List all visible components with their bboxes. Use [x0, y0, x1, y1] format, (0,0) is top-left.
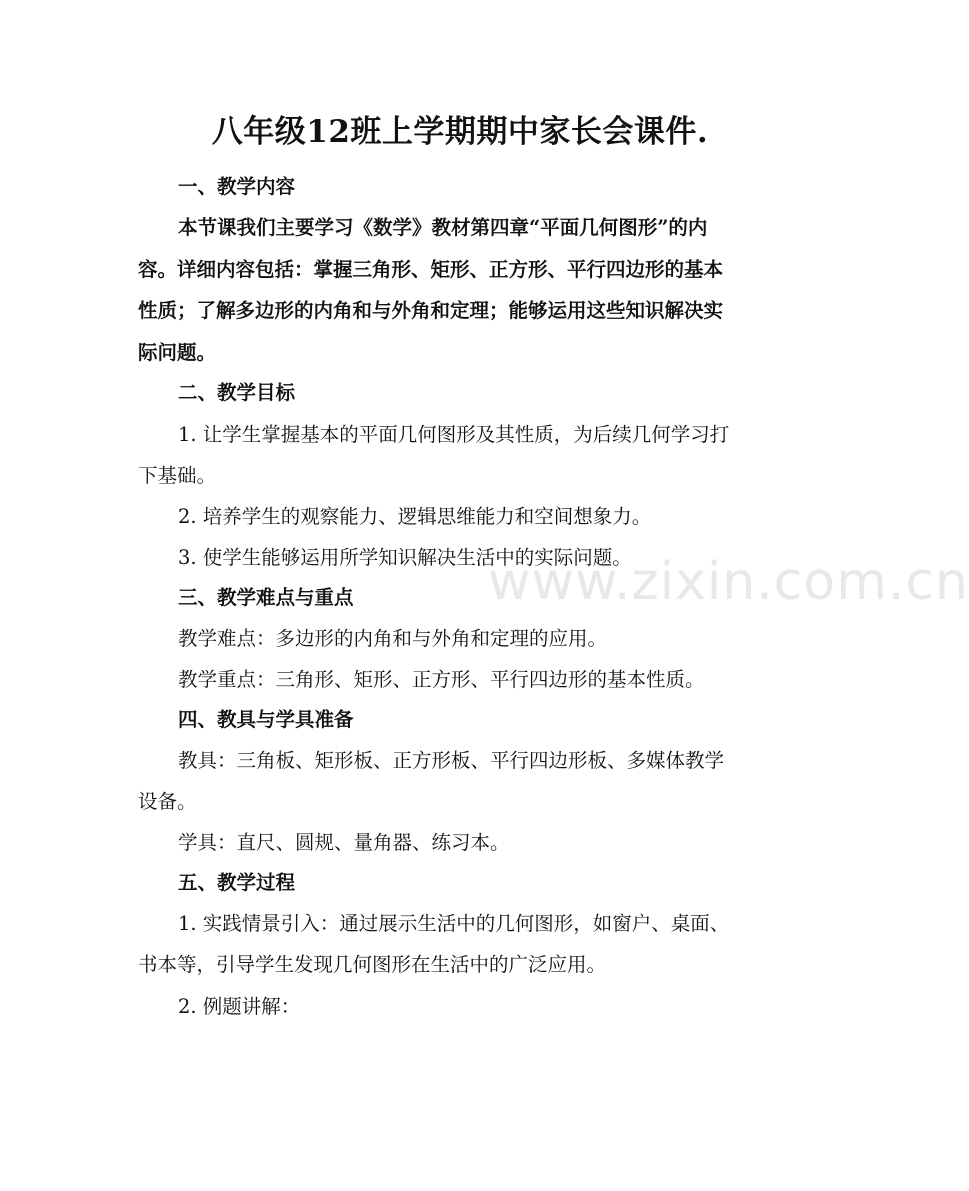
section-heading-process: 五、教学过程 [178, 871, 296, 894]
list-item-continuation: 书本等，引导学生发现几何图形在生活中的广泛应用。 [138, 953, 607, 976]
section-heading-tools: 四、教具与学具准备 [178, 708, 354, 731]
list-item: 2. 培养学生的观察能力、逻辑思维能力和空间想象力。 [178, 505, 652, 528]
teaching-tools-continuation: 设备。 [138, 790, 197, 813]
teaching-tools-text: 教具：三角板、矩形板、正方形板、平行四边形板、多媒体教学 [178, 749, 725, 772]
paragraph-line: 容。详细内容包括：掌握三角形、矩形、正方形、平行四边形的基本 [138, 258, 724, 281]
list-item: 1. 实践情景引入：通过展示生活中的几何图形，如窗户、桌面、 [178, 912, 730, 935]
paragraph-line: 性质；了解多边形的内角和与外角和定理；能够运用这些知识解决实 [138, 299, 724, 322]
watermark: www.zixin.com.cn [488, 552, 969, 612]
list-item: 2. 例题讲解： [178, 995, 301, 1018]
document-title: 八年级12班上学期期中家长会课件. [211, 114, 709, 150]
key-point-text: 教学重点：三角形、矩形、正方形、平行四边形的基本性质。 [178, 668, 705, 691]
paragraph-line: 本节课我们主要学习《数学》教材第四章“平面几何图形”的内 [178, 216, 708, 239]
difficulty-text: 教学难点：多边形的内角和与外角和定理的应用。 [178, 627, 608, 650]
list-item-continuation: 下基础。 [138, 464, 217, 487]
section-heading-objectives: 二、教学目标 [178, 381, 296, 404]
learning-tools-text: 学具：直尺、圆规、量角器、练习本。 [178, 831, 510, 854]
list-item: 1. 让学生掌握基本的平面几何图形及其性质，为后续几何学习打 [178, 423, 730, 446]
section-heading-content: 一、教学内容 [178, 175, 296, 198]
section-heading-difficulties: 三、教学难点与重点 [178, 586, 354, 609]
list-item: 3. 使学生能够运用所学知识解决生活中的实际问题。 [178, 546, 632, 569]
paragraph-line: 际问题。 [138, 341, 217, 364]
